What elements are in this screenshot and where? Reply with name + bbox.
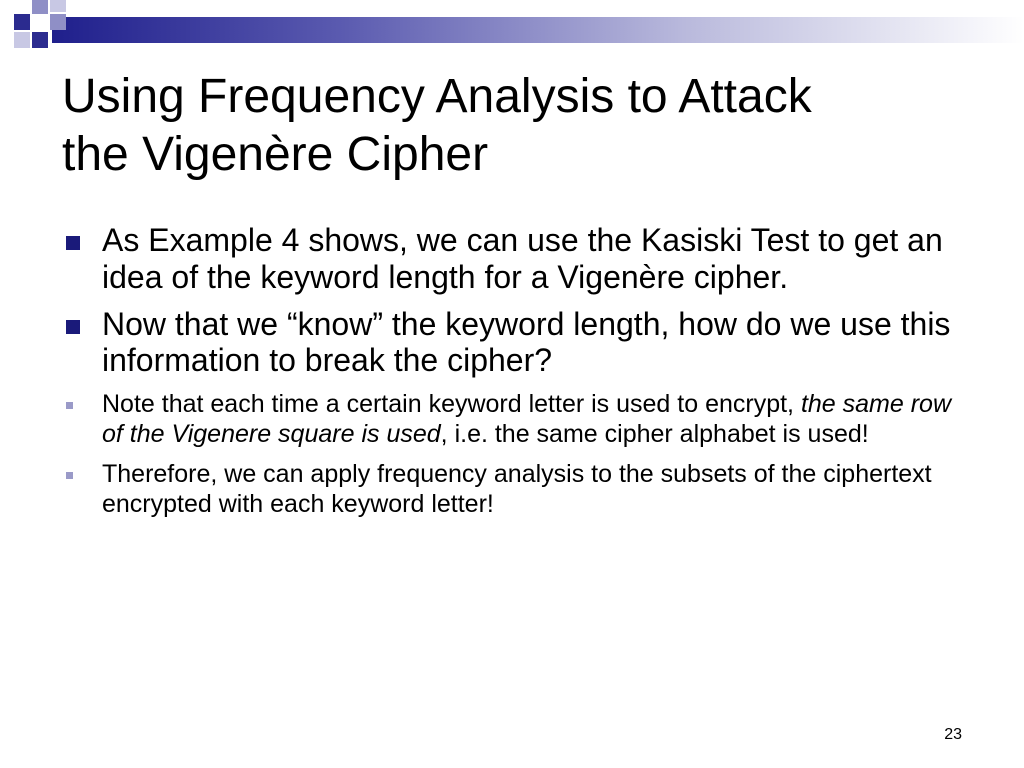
decorative-square: [50, 14, 66, 30]
bullet-text: Therefore, we can apply frequency analysis to the subsets of the ciphertext encrypted with each keyword letter!: [102, 460, 932, 519]
sub-bullet-item: [62, 459, 962, 519]
decorative-square: [14, 32, 30, 48]
page-number: 23: [944, 726, 962, 743]
decorative-square: [50, 0, 66, 12]
bullet-text: As Example 4 shows, we can use the Kasiski Test to get an idea of the keyword length for a Vigenère cipher.: [102, 222, 943, 295]
square-bullet-icon: [66, 320, 80, 334]
bullet-list: [62, 222, 962, 529]
bullet-item: [62, 222, 962, 296]
bullet-text-before: Note that each time a certain keyword letter is used to encrypt,: [102, 390, 801, 419]
bullet-text-italic: the same row of the Vigenere square is used: [102, 390, 952, 449]
slide-title-line-1: Using Frequency Analysis to Attack: [62, 70, 812, 123]
square-bullet-icon: [66, 236, 80, 250]
decorative-square: [32, 0, 48, 14]
slide-title-line-2: the Vigenère Cipher: [62, 127, 489, 181]
decorative-square: [32, 32, 48, 48]
small-square-bullet-icon: [66, 402, 73, 409]
slide-title: [62, 68, 992, 183]
decorative-square: [14, 14, 30, 30]
header-gradient-bar: [52, 17, 1024, 43]
bullet-text: Now that we “know” the keyword length, how do we use this information to break the cipher?: [102, 305, 951, 379]
sub-bullet-item: [62, 389, 962, 449]
bullet-item: [62, 306, 962, 380]
small-square-bullet-icon: [66, 472, 73, 479]
bullet-text-after: , i.e. the same cipher alphabet is used!: [440, 420, 869, 449]
